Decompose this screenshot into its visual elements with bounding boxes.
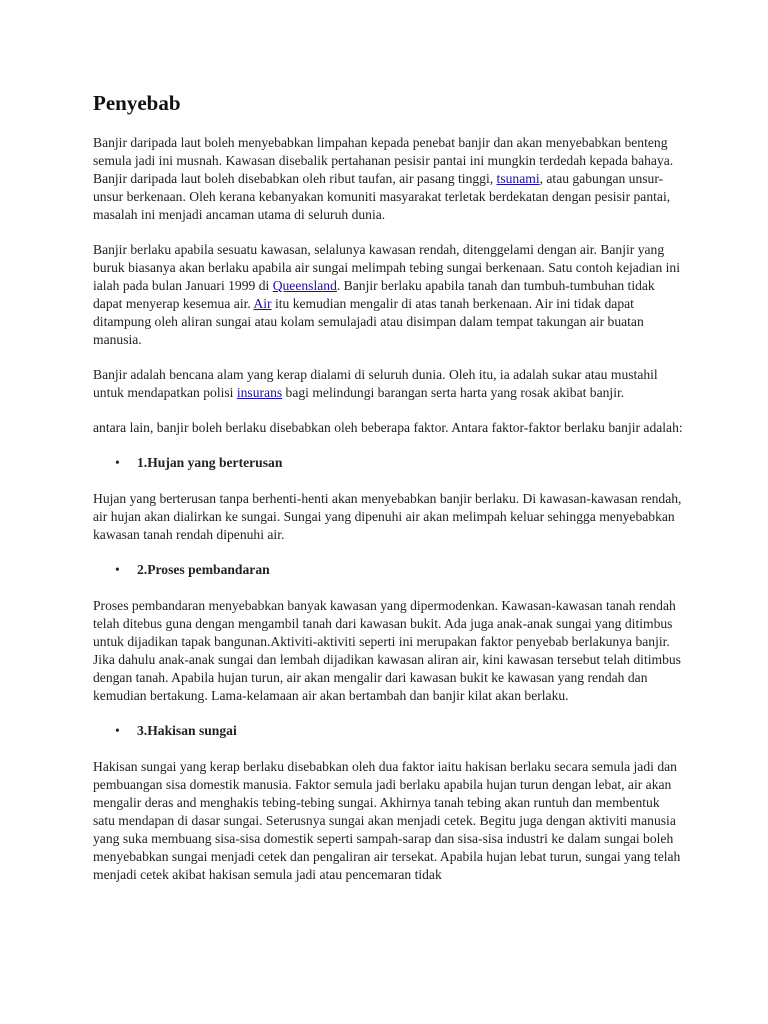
paragraph-intro (93, 134, 683, 224)
document-page (93, 90, 683, 901)
link-insurans[interactable]: insurans (236, 385, 283, 400)
factor-list-2 (93, 561, 683, 579)
link-tsunami[interactable]: tsunami (496, 171, 540, 186)
link-air[interactable]: Air (253, 296, 272, 311)
factor-list-1 (93, 454, 683, 472)
factor-heading-text: 1.Hujan yang berterusan (137, 455, 283, 470)
factor-heading-3 (115, 722, 683, 740)
factor-list-3 (93, 722, 683, 740)
paragraph-river-erosion: Hakisan sungai yang kerap berlaku disebabkan oleh dua faktor iaitu hakisan berlaku secara semula jadi dan pembuangan sisa domestik manusia. Faktor semula jadi berlaku apabila hujan turun dengan lebat, air akan mengalir deras and menghakis tebing-tebing sungai. Akhirnya tanah tebing akan runtuh dan membentuk satu mendapan di dasar sungai. Seterusnya sungai akan menjadi cetek. Begitu juga dengan aktiviti manusia yang suka membuang sisa-sisa domestik seperti sampah-sarap dan sisa-sisa industri ke dalam sungai boleh menyebabkan sungai menjadi cetek dan pengaliran air tersekat. Apabila hujan lebat turun, sungai yang telah menjadi cetek akibat hakisan semula jadi atau pencemaran tidak (93, 759, 681, 882)
factor-heading-2 (115, 561, 683, 579)
bullet-icon: • (115, 723, 120, 738)
paragraph-urbanization: Proses pembandaran menyebabkan banyak kawasan yang dipermodenkan. Kawasan-kawasan tanah rendah telah ditebus guna dengan mengambil tanah dari kawasan bukit. Ada juga anak-anak sungai yang ditimbus untuk dijadikan tapak bangunan.Aktiviti-aktiviti seperti ini merupakan faktor penyebab berlakunya banjir. Jika dahulu anak-anak sungai dan lembah dijadikan kawasan aliran air, kini kawasan tersebut telah ditimbus dengan tanah. Apabila hujan turun, air akan mengalir dari kawasan bukit ke kawasan yang rendah dan kemudian bertakung. Lama-kelamaan air akan bertambah dan banjir kilat akan berlaku. (93, 598, 681, 703)
link-queensland[interactable]: Queensland (272, 278, 337, 293)
paragraph-text: , atau gabungan unsur-unsur berkenaan. Oleh kerana kebanyakan komuniti masyarakat terletak berdekatan dengan pesisir pantai, masalah ini menjadi ancaman utama di seluruh dunia. (93, 171, 671, 222)
bullet-icon: • (115, 562, 120, 577)
paragraph-text: Banjir berlaku apabila sesuatu kawasan, selalunya kawasan rendah, ditenggelami dengan air. Banjir yang buruk biasanya akan berlaku apabila air sungai melimpah tebing sungai berkenaan. Satu contoh kejadian ini ialah pada bulan Januari 1999 di (93, 242, 680, 293)
paragraph-factors-intro: antara lain, banjir boleh berlaku disebabkan oleh beberapa faktor. Antara faktor-faktor berlaku banjir adalah: (93, 420, 683, 435)
factor-heading-1 (115, 454, 683, 472)
factor-heading-text: 2.Proses pembandaran (137, 562, 270, 577)
paragraph-text: . Banjir berlaku apabila tanah dan tumbuh-tumbuhan tidak dapat menyerap kesemua air. (93, 278, 655, 311)
paragraph-text: bagi melindungi barangan serta harta yang rosak akibat banjir. (282, 385, 625, 400)
paragraph-text: itu kemudian mengalir di atas tanah berkenaan. Air ini tidak dapat ditampung oleh aliran sungai atau kolam semulajadi atau disimpan dalam tempat takungan air buatan manusia. (93, 296, 644, 347)
section-heading: Penyebab (93, 91, 181, 115)
paragraph-insurance (93, 366, 683, 402)
paragraph-text: Banjir adalah bencana alam yang kerap dialami di seluruh dunia. Oleh itu, ia adalah sukar atau mustahil untuk mendapatkan polisi (93, 367, 658, 400)
paragraph-flood-definition (93, 241, 683, 349)
paragraph-text: Banjir daripada laut boleh menyebabkan limpahan kepada penebat banjir dan akan menyebabkan benteng semula jadi ini musnah. Kawasan disebalik pertahanan pesisir pantai ini mungkin terdedah kepada bahaya. Banjir daripada laut boleh disebabkan oleh ribut taufan, air pasang tinggi, (93, 135, 674, 186)
bullet-icon: • (115, 455, 120, 470)
paragraph-continuous-rain: Hujan yang berterusan tanpa berhenti-henti akan menyebabkan banjir berlaku. Di kawasan-kawasan rendah, air hujan akan dialirkan ke sungai. Sungai yang dipenuhi air akan melimpah keluar sehingga menyebabkan kawasan tanah rendah dipenuhi air. (93, 491, 682, 542)
factor-heading-text: 3.Hakisan sungai (137, 723, 237, 738)
